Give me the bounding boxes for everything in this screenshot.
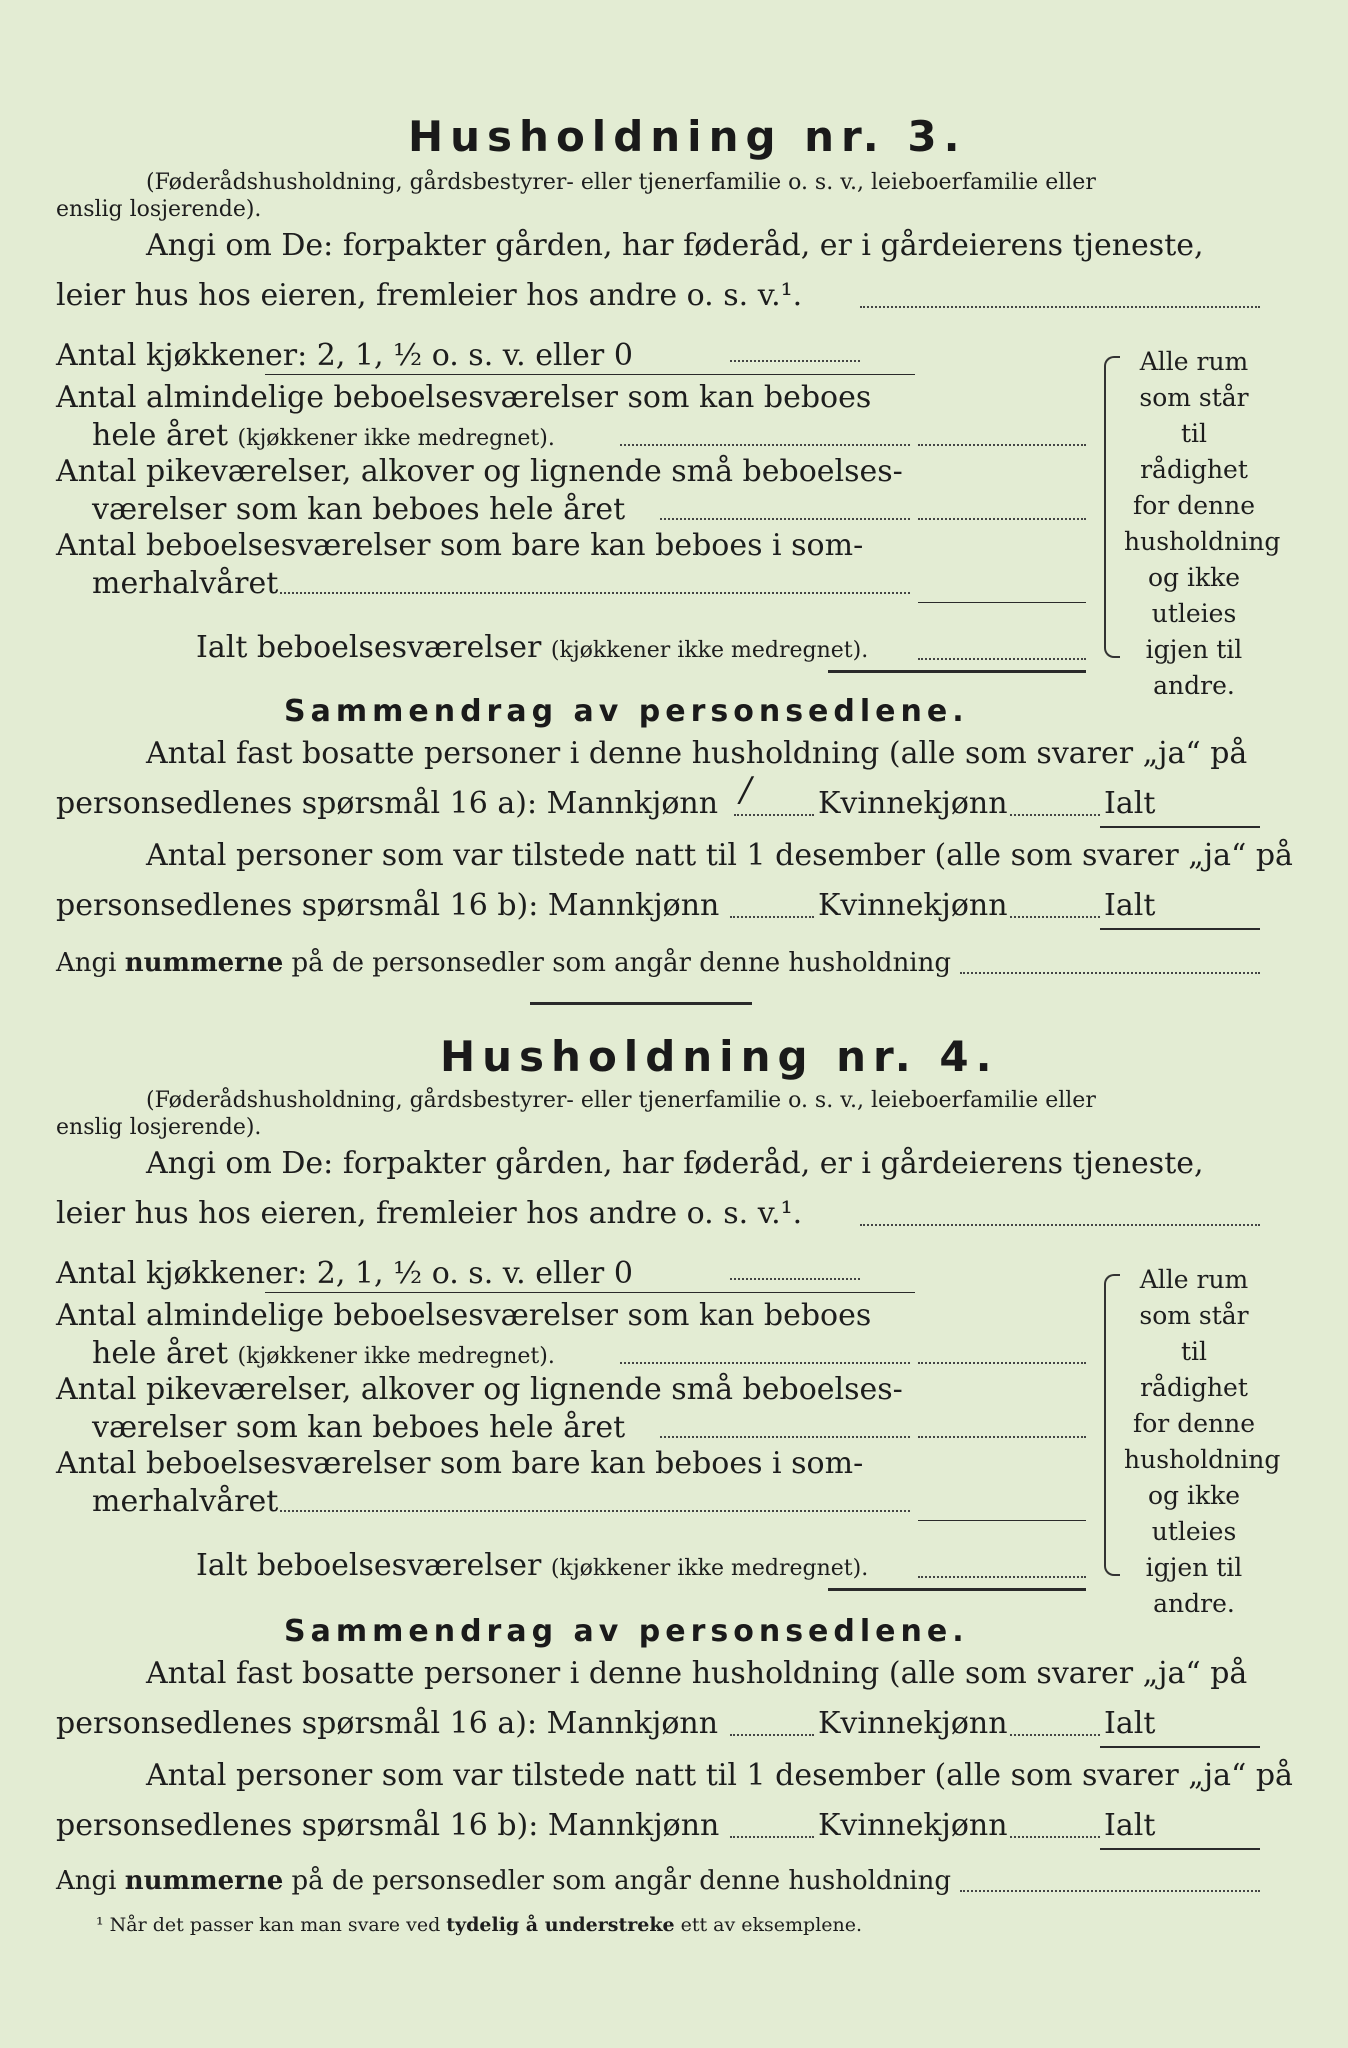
fast-female-answer[interactable] (1010, 1734, 1100, 1736)
angi-line2: leier hus hos eieren, fremleier hos andre o. s. v.¹. (56, 1196, 803, 1231)
angi-line2: leier hus hos eieren, fremleier hos andre o. s. v.¹. (56, 278, 803, 313)
maid-rooms-line2: værelser som kan beboes hele året (92, 492, 626, 527)
summer-rooms-line2: merhalvåret (92, 1484, 279, 1519)
maid-rooms-line1: Antal pikeværelser, alkover og lignende små beboelses- (56, 1372, 903, 1407)
footnote: ¹ Når det passer kan man svare ved tydelig å understreke ett av eksemplene. (96, 1914, 863, 1936)
summer-rooms-line1: Antal beboelsesværelser som bare kan beboes i som- (56, 1446, 864, 1481)
section-divider (530, 1002, 752, 1005)
fast-female-label: Kvinnekjønn (818, 1706, 1008, 1741)
present-total-answer[interactable] (1100, 1848, 1260, 1850)
ordinary-leader (620, 1362, 910, 1364)
angi-line1: Angi om De: forpakter gården, har føderåd, er i gårdeierens tjeneste, (146, 1146, 1204, 1181)
total-rooms-rule (828, 1588, 1086, 1591)
ordinary-rooms-line1: Antal almindelige beboelsesværelser som kan beboes (56, 380, 872, 415)
total-rooms-answer[interactable] (918, 1576, 1086, 1578)
fast-residents-line1: Antal fast bosatte personer i denne husholdning (alle som svarer „ja“ på (146, 1656, 1248, 1691)
section-title: Husholdning nr. 3. (408, 112, 967, 161)
side-brace (1104, 356, 1120, 658)
present-line1: Antal personer som var tilstede natt til 1 desember (alle som svarer „ja“ på (146, 1758, 1293, 1793)
kitchens-label: Antal kjøkkener: 2, 1, ½ o. s. v. eller 0 (56, 1256, 633, 1291)
fast-total-answer[interactable] (1100, 1746, 1260, 1748)
kitchens-label: Antal kjøkkener: 2, 1, ½ o. s. v. eller 0 (56, 338, 633, 373)
person-numbers-label: Angi nummerne på de personsedler som angår denne husholdning (56, 948, 952, 978)
kitchens-leader (730, 1278, 860, 1280)
side-note: Alle rum som står til rådighet for denne husholdning og ikke utleies igjen til andre. (1124, 1265, 1281, 1618)
section-note-line1: (Føderådshusholdning, gårdsbestyrer- eller tjenerfamilie o. s. v., leieboerfamilie eller (146, 170, 1096, 195)
maid-rooms-answer[interactable] (918, 518, 1086, 520)
ordinary-rooms-line1: Antal almindelige beboelsesværelser som kan beboes (56, 1298, 872, 1333)
angi-line1: Angi om De: forpakter gården, har føderåd, er i gårdeierens tjeneste, (146, 228, 1204, 263)
maid-leader (660, 518, 910, 520)
kitchens-rule (265, 1292, 915, 1293)
fast-residents-line2: personsedlenes spørsmål 16 a): Mannkjønn (56, 1706, 719, 1741)
fast-total-label: Ialt (1104, 1706, 1156, 1741)
ordinary-rooms-answer[interactable] (918, 1362, 1086, 1364)
fast-residents-line1: Antal fast bosatte personer i denne husholdning (alle som svarer „ja“ på (146, 736, 1248, 771)
summary-title: Sammendrag av personsedlene. (284, 694, 969, 729)
summer-leader (280, 592, 910, 594)
person-numbers-answer[interactable] (960, 1890, 1260, 1892)
present-total-label: Ialt (1104, 1808, 1156, 1843)
present-total-answer[interactable] (1100, 928, 1260, 930)
ordinary-leader (620, 444, 910, 446)
summer-rooms-answer[interactable] (918, 602, 1086, 603)
ordinary-rooms-line2: hele året (kjøkkener ikke medregnet). (92, 418, 555, 453)
summer-rooms-line1: Antal beboelsesværelser som bare kan beboes i som- (56, 528, 864, 563)
maid-rooms-line2: værelser som kan beboes hele året (92, 1410, 626, 1445)
kitchens-rule (265, 374, 915, 375)
ordinary-rooms-answer[interactable] (918, 444, 1086, 446)
fast-male-value[interactable]: / (740, 770, 752, 810)
present-line1: Antal personer som var tilstede natt til 1 desember (alle som svarer „ja“ på (146, 838, 1293, 873)
fast-male-answer[interactable] (730, 1734, 814, 1736)
fast-residents-line2: personsedlenes spørsmål 16 a): Mannkjønn (56, 786, 719, 821)
side-note: Alle rum som står til rådighet for denne husholdning og ikke utleies igjen til andre. (1124, 347, 1281, 700)
fast-female-label: Kvinnekjønn (818, 786, 1008, 821)
present-total-label: Ialt (1104, 888, 1156, 923)
total-rooms-rule (828, 670, 1086, 673)
total-rooms-label: Ialt beboelsesværelser (kjøkkener ikke medregnet). (196, 1548, 869, 1583)
summer-rooms-line2: merhalvåret (92, 566, 279, 601)
present-male-answer[interactable] (730, 916, 814, 918)
section-title: Husholdning nr. 4. (440, 1032, 999, 1081)
present-line2: personsedlenes spørsmål 16 b): Mannkjønn (56, 1808, 720, 1843)
total-rooms-label: Ialt beboelsesværelser (kjøkkener ikke medregnet). (196, 630, 869, 665)
present-female-label: Kvinnekjønn (818, 888, 1008, 923)
section-note-line2: enslig losjerende). (56, 197, 262, 222)
fast-male-answer[interactable] (734, 814, 814, 816)
present-line2: personsedlenes spørsmål 16 b): Mannkjønn (56, 888, 720, 923)
angi-answer-line[interactable] (860, 306, 1260, 308)
section-note-line1: (Føderådshusholdning, gårdsbestyrer- eller tjenerfamilie o. s. v., leieboerfamilie eller (146, 1088, 1096, 1113)
summer-rooms-answer[interactable] (918, 1520, 1086, 1521)
section-note-line2: enslig losjerende). (56, 1115, 262, 1140)
person-numbers-answer[interactable] (960, 972, 1260, 974)
present-female-label: Kvinnekjønn (818, 1808, 1008, 1843)
side-brace (1104, 1274, 1120, 1576)
present-female-answer[interactable] (1010, 1836, 1100, 1838)
present-female-answer[interactable] (1010, 916, 1100, 918)
present-male-answer[interactable] (730, 1836, 814, 1838)
person-numbers-label: Angi nummerne på de personsedler som angår denne husholdning (56, 1866, 952, 1896)
angi-answer-line[interactable] (860, 1224, 1260, 1226)
fast-total-label: Ialt (1104, 786, 1156, 821)
fast-total-answer[interactable] (1100, 826, 1260, 828)
total-rooms-answer[interactable] (918, 658, 1086, 660)
maid-leader (660, 1436, 910, 1438)
maid-rooms-line1: Antal pikeværelser, alkover og lignende små beboelses- (56, 454, 903, 489)
summary-title: Sammendrag av personsedlene. (284, 1614, 969, 1649)
ordinary-rooms-line2: hele året (kjøkkener ikke medregnet). (92, 1336, 555, 1371)
fast-female-answer[interactable] (1010, 814, 1100, 816)
maid-rooms-answer[interactable] (918, 1436, 1086, 1438)
kitchens-leader (730, 360, 860, 362)
summer-leader (280, 1510, 910, 1512)
